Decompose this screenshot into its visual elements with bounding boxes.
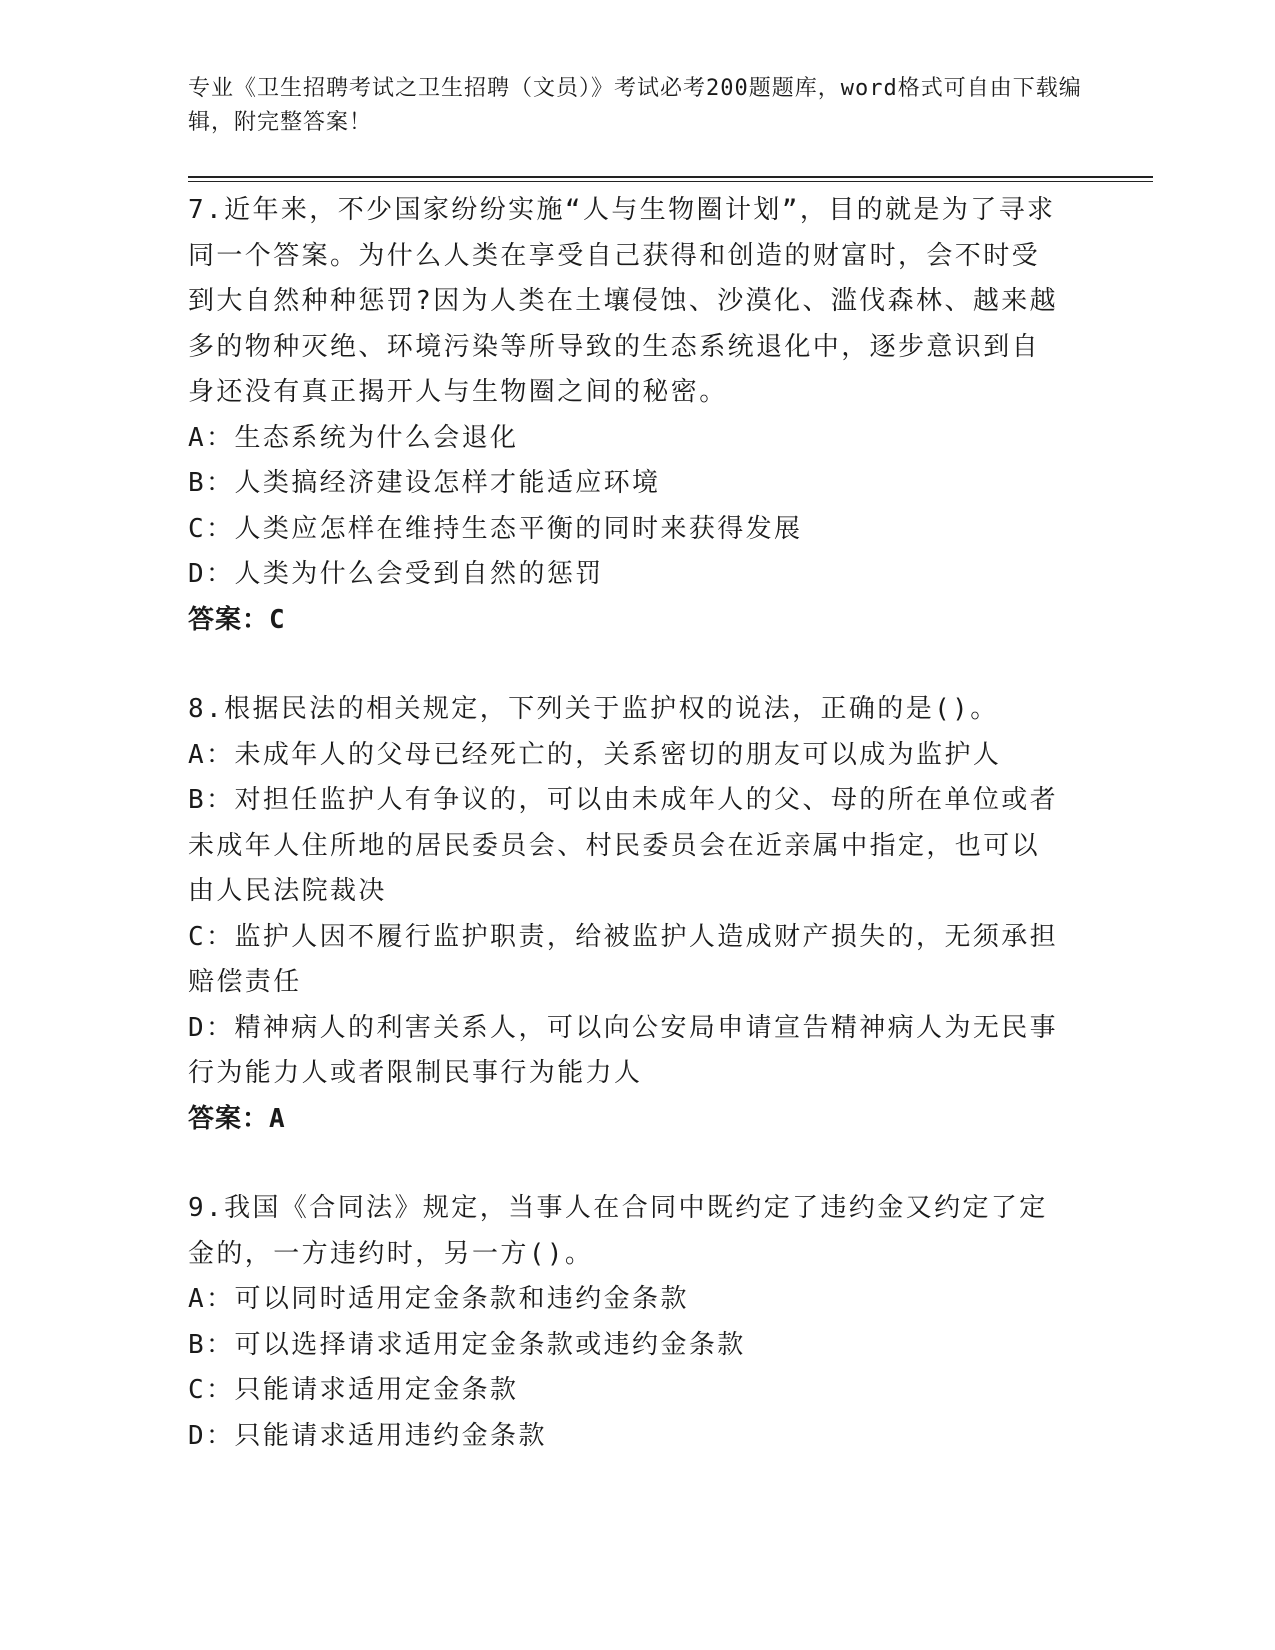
question-8 xyxy=(188,687,1068,1142)
option-b: B：人类搞经济建设怎样才能适应环境 xyxy=(188,468,661,498)
option-c: C：监护人因不履行监护职责，给被监护人造成财产损失的，无须承担赔偿责任 xyxy=(188,921,1059,997)
answer-label: 答案：C xyxy=(188,604,286,635)
option-d: D：精神病人的利害关系人，可以向公安局申请宣告精神病人为无民事行为能力人或者限制民事行为能力人 xyxy=(188,1012,1059,1088)
option-b: B：对担任监护人有争议的，可以由未成年人的父、母的所在单位或者未成年人住所地的居民委员会、村民委员会在近亲属中指定，也可以由人民法院裁决 xyxy=(188,785,1059,906)
option-a: A：生态系统为什么会退化 xyxy=(188,422,519,453)
question-stem: 7.近年来，不少国家纷纷实施“人与生物圈计划”，目的就是为了寻求同一个答案。为什么人类在享受自己获得和创造的财富时，会不时受到大自然种种惩罚?因为人类在土壤侵蚀、沙漠化、滥伐森林、越来越多的物种灭绝、环境污染等所导致的生态系统退化中，逐步意识到自身还没有真正揭开人与生物圈之间的秘密。 xyxy=(188,195,1059,407)
option-a: A：未成年人的父母已经死亡的，关系密切的朋友可以成为监护人 xyxy=(188,739,1002,770)
option-d: D：人类为什么会受到自然的惩罚 xyxy=(188,559,604,589)
option-d: D：只能请求适用违约金条款 xyxy=(188,1420,547,1451)
question-9 xyxy=(188,1186,1068,1459)
option-c: C：人类应怎样在维持生态平衡的同时来获得发展 xyxy=(188,513,803,544)
question-stem: 8.根据民法的相关规定，下列关于监护权的说法，正确的是()。 xyxy=(188,694,999,724)
question-list xyxy=(188,188,1068,1459)
header-divider xyxy=(188,176,1153,182)
option-b: B：可以选择请求适用定金条款或违约金条款 xyxy=(188,1329,746,1360)
answer-label: 答案：A xyxy=(188,1103,286,1134)
option-a: A：可以同时适用定金条款和违约金条款 xyxy=(188,1284,689,1314)
question-7 xyxy=(188,188,1068,643)
option-c: C：只能请求适用定金条款 xyxy=(188,1375,519,1405)
question-stem: 9.我国《合同法》规定，当事人在合同中既约定了违约金又约定了定金的，一方违约时，另一方()。 xyxy=(188,1193,1048,1269)
page-header: 专业《卫生招聘考试之卫生招聘（文员）》考试必考200题题库，word格式可自由下载编辑，附完整答案！ xyxy=(188,76,1082,135)
